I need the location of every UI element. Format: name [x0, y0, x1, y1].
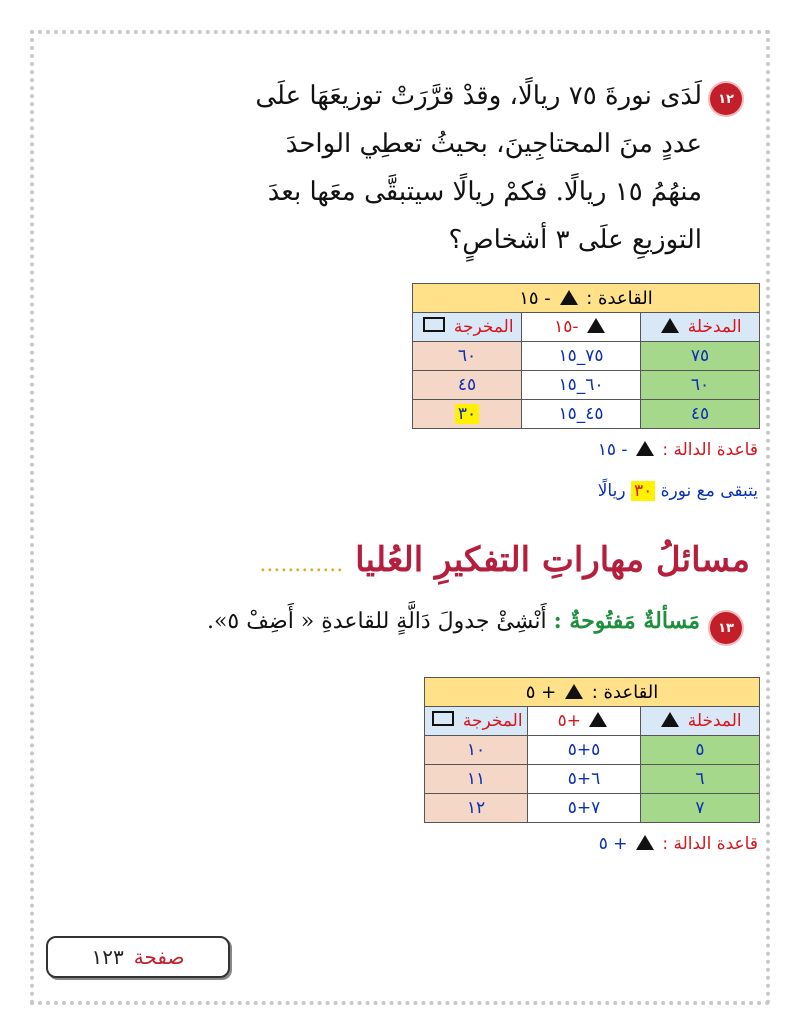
triangle-icon: [661, 712, 679, 727]
table-cell-output: [413, 400, 522, 429]
header-operation-label: +٥: [557, 711, 581, 731]
triangle-icon: [589, 712, 607, 727]
header-output-label: المخرجة: [462, 711, 523, 731]
rule-cell: [413, 284, 760, 313]
header-operation: [528, 707, 641, 736]
function-rule-expression: - ١٥: [597, 440, 628, 460]
table-cell-input: ٦: [641, 765, 760, 794]
table-cell-input: ٦٠: [641, 371, 760, 400]
highlighted-answer: ٣٠: [455, 404, 479, 424]
question-12-line-3: منهُمُ ١٥ ريالًا. فكمْ ريالًا سيتبقَّى معَها بعدَ: [267, 177, 702, 207]
table-cell-input: ٧٥: [641, 342, 760, 371]
table-cell-output: ٤٥: [413, 371, 522, 400]
triangle-icon: [560, 290, 578, 305]
function-table-1: [412, 283, 760, 429]
table-cell-output: ١٠: [425, 736, 528, 765]
function-rule-label: قاعدة الدالة :: [662, 440, 758, 460]
question-12-line-2: عددٍ منَ المحتاجِينَ، بحيثُ تعطِي الواحدَ: [285, 129, 702, 159]
page-number-box: [46, 936, 230, 978]
triangle-icon: [636, 835, 654, 850]
answer-prefix: يتبقى مع نورة: [660, 481, 758, 501]
table-cell-input: ٤٥: [641, 400, 760, 429]
table-cell-operation: ٦+٥: [528, 765, 641, 794]
table-cell-operation: ٧+٥: [528, 794, 641, 823]
square-icon: [432, 711, 454, 726]
triangle-icon: [587, 318, 605, 333]
question-13-body: أَنْشِئْ جدولَ دَالَّةٍ للقاعدةِ « أَضِفْ ٥».: [206, 609, 547, 634]
page-label: صفحة: [133, 945, 185, 969]
table-cell-output: ١١: [425, 765, 528, 794]
function-rule-expression: + ٥: [598, 834, 628, 854]
header-input: [641, 313, 760, 342]
section-title: مسائلُ مهاراتِ التفكيرِ العُليا: [355, 540, 750, 580]
table-cell-input: ٧: [641, 794, 760, 823]
answer-line: [500, 481, 758, 501]
header-output-label: المخرجة: [453, 317, 514, 337]
rule-expression: - ١٥: [519, 287, 551, 309]
page-number: ١٢٣: [91, 945, 124, 969]
rule-cell: [425, 678, 760, 707]
question-12-text: [250, 72, 702, 264]
question-13-label: مَسألةٌ مَفتُوحةٌ :: [553, 608, 700, 634]
question-number-badge: ١٣: [710, 612, 742, 644]
question-12-line-4: التوزيعِ علَى ٣ أشخاصٍ؟: [448, 225, 702, 255]
question-number-badge: ١٢: [710, 83, 742, 115]
table-cell-operation: ٤٥_١٥: [522, 400, 641, 429]
header-output: [425, 707, 528, 736]
header-input-label: المدخلة: [687, 317, 742, 337]
rule-label: القاعدة :: [591, 681, 659, 703]
header-output: [413, 313, 522, 342]
function-rule-label: قاعدة الدالة :: [662, 834, 758, 854]
answer-suffix: ريالًا: [597, 481, 626, 501]
square-icon: [423, 317, 445, 332]
table-cell-output: ١٢: [425, 794, 528, 823]
triangle-icon: [661, 318, 679, 333]
function-table-2: [424, 677, 760, 823]
rule-expression: + ٥: [525, 681, 557, 703]
table-cell-output: ٦٠: [413, 342, 522, 371]
section-dots: ............: [259, 552, 344, 577]
function-rule-line-1: [560, 440, 758, 460]
triangle-icon: [565, 684, 583, 699]
answer-value: ٣٠: [631, 481, 655, 501]
table-cell-input: ٥: [641, 736, 760, 765]
header-operation-label: -١٥: [554, 317, 579, 337]
function-rule-line-2: [560, 834, 758, 854]
header-input-label: المدخلة: [687, 711, 742, 731]
table-cell-operation: ٥+٥: [528, 736, 641, 765]
triangle-icon: [636, 441, 654, 456]
section-heading: [160, 540, 750, 580]
table-cell-operation: ٦٠_١٥: [522, 371, 641, 400]
header-operation: [522, 313, 641, 342]
table-cell-operation: ٧٥_١٥: [522, 342, 641, 371]
rule-label: القاعدة :: [586, 287, 653, 309]
question-13-text: [130, 608, 700, 634]
header-input: [641, 707, 760, 736]
question-12-line-1: لَدَى نورةَ ٧٥ ريالًا، وقدْ قرَّرَتْ توزيعَهَا علَى: [255, 81, 702, 111]
